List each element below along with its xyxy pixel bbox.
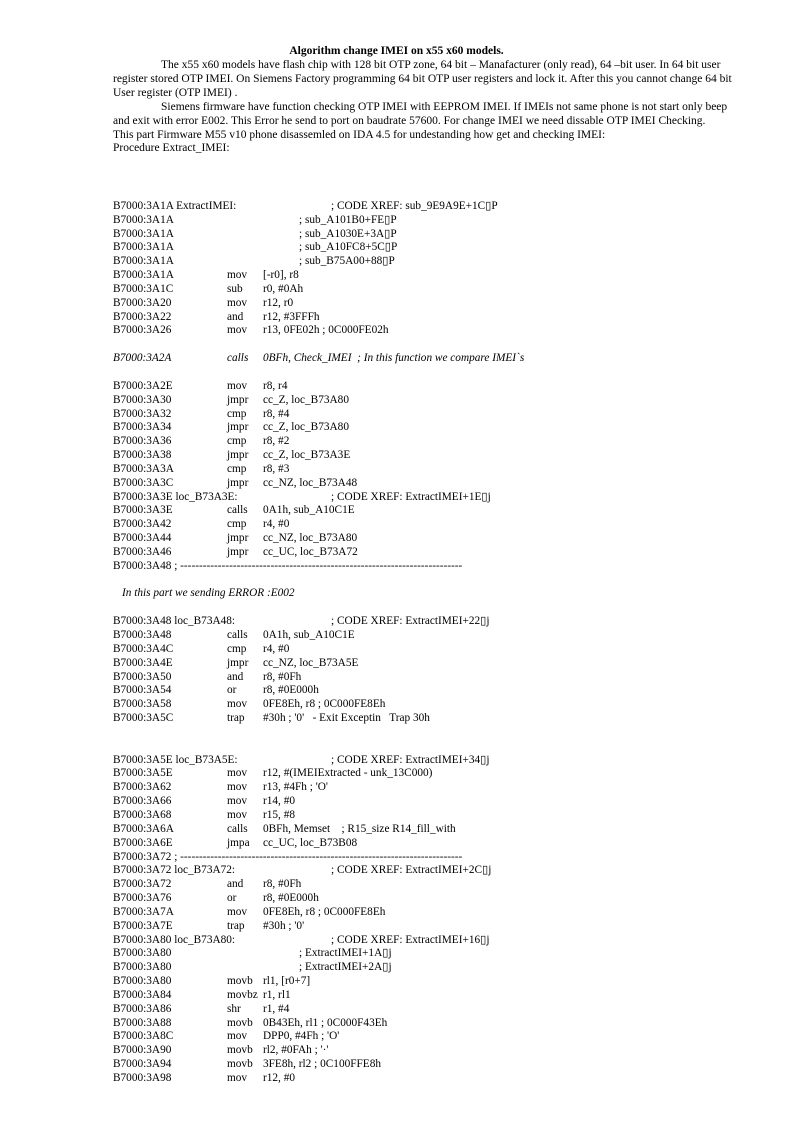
operands: r8, #0Fh [263, 878, 302, 891]
operands: DPP0, #4Fh ; 'O' [263, 1030, 340, 1043]
opcode: jmpr [227, 656, 249, 669]
instruction-line [113, 1003, 753, 1017]
address: B7000:3A88 [113, 1016, 172, 1029]
opcode: mov [227, 767, 248, 780]
label-line [113, 200, 753, 214]
opcode: mov [227, 795, 248, 808]
address: B7000:3A4E [113, 656, 173, 669]
instruction-line [113, 504, 753, 518]
address: B7000:3A76 [113, 892, 172, 905]
opcode: movb [227, 975, 253, 988]
highlighted-instruction [113, 352, 753, 366]
operands: cc_NZ, loc_B73A48 [263, 476, 358, 489]
label-line [113, 754, 753, 768]
address: B7000:3A68 [113, 808, 172, 821]
section-note: In this part we sending ERROR :E002 [122, 587, 295, 600]
operands: cc_NZ, loc_B73A5E [263, 656, 359, 669]
address: B7000:3A98 [113, 1072, 172, 1084]
instruction-line [113, 795, 753, 809]
opcode: calls [227, 629, 248, 641]
operands: r0, #0Ah [263, 282, 304, 295]
instruction-line [113, 532, 753, 546]
opcode: trap [227, 919, 245, 932]
intro-paragraph: The x55 x60 models have flash chip with 128 bit OTP zone, 64 bit – Manafacturer (only read), 64 –bit user. In 64 bit user register stored OTP IMEI. On Siemens Factory programming 64 bit OTP user registers and lock it. After this you cannot change 64 bit User register (OTP IMEI) . [113, 59, 732, 99]
opcode: cmp [227, 518, 247, 531]
operands: 0FE8Eh, r8 ; 0C000FE8Eh [263, 905, 386, 918]
address: B7000:3A94 [113, 1058, 172, 1071]
operands: rl2, #0FAh ; '·' [263, 1044, 329, 1057]
operands: r15, #8 [263, 808, 296, 821]
opcode: cmp [227, 462, 247, 475]
instruction-line [113, 1044, 753, 1058]
address: B7000:3A3A [113, 462, 174, 475]
address-separator: B7000:3A72 ; --------------------------------------------------------------------------- [113, 850, 463, 863]
opcode: mov [227, 296, 248, 309]
intro-paragraph: This part Firmware M55 v10 phone disassemled on IDA 4.5 for undestanding how get and checking IMEI: [113, 128, 606, 141]
operands: cc_UC, loc_B73A72 [263, 545, 358, 558]
instruction-line [113, 671, 753, 685]
address: B7000:3A1A [113, 269, 174, 282]
opcode: mov [227, 379, 248, 392]
address: B7000:3A50 [113, 670, 172, 683]
opcode: jmpr [227, 449, 249, 462]
instruction-line [113, 781, 753, 795]
address: B7000:3A44 [113, 532, 172, 545]
instruction-line [113, 1072, 753, 1086]
instruction-line [113, 629, 753, 643]
opcode: or [227, 892, 237, 905]
instruction-line [113, 518, 753, 532]
operands: 3FE8h, rl2 ; 0C100FFE8h [263, 1058, 382, 1071]
opcode: jmpr [227, 476, 249, 489]
operands: [-r0], r8 [263, 269, 299, 282]
opcode: and [227, 310, 244, 323]
address: B7000:3A7E [113, 919, 173, 932]
address: B7000:3A30 [113, 393, 172, 406]
instruction-line [113, 906, 753, 920]
instruction-line [113, 892, 753, 906]
operands: #30h ; '0' [263, 919, 305, 932]
instruction-line [113, 920, 753, 934]
label-line [113, 615, 753, 629]
address: B7000:3A38 [113, 449, 172, 462]
operands: cc_Z, loc_B73A3E [263, 449, 351, 462]
address: B7000:3A20 [113, 296, 172, 309]
address: B7000:3A80 [113, 961, 172, 974]
operands: r8, #4 [263, 407, 290, 420]
instruction-line [113, 297, 753, 311]
opcode: jmpr [227, 421, 249, 434]
address-separator: B7000:3A48 ; --------------------------------------------------------------------------- [113, 559, 463, 572]
instruction-line [113, 435, 753, 449]
xref-comment: ; CODE XREF: ExtractIMEI+22▯j [331, 615, 490, 628]
opcode: movb [227, 1058, 253, 1071]
opcode: mov [227, 1030, 248, 1043]
operands: r12, r0 [263, 296, 294, 309]
address-label: B7000:3A3E loc_B73A3E: [113, 490, 238, 503]
xref-comment: ; sub_B75A00+88▯P [299, 255, 395, 268]
address-label: B7000:3A1A ExtractIMEI: [113, 199, 237, 212]
intro-paragraphs [113, 59, 735, 156]
opcode: and [227, 670, 244, 683]
blank-line [113, 186, 753, 200]
operands: cc_NZ, loc_B73A80 [263, 532, 358, 545]
xref-comment: ; CODE XREF: ExtractIMEI+34▯j [331, 753, 490, 766]
instruction-line [113, 837, 753, 851]
operands: 0BFh, Memset ; R15_size R14_fill_with [263, 822, 456, 835]
blank-line [113, 574, 753, 588]
opcode: calls [227, 504, 248, 517]
operands: cc_Z, loc_B73A80 [263, 393, 349, 406]
separator-line [113, 851, 753, 865]
intro-paragraph: Siemens firmware have function checking OTP IMEI with EEPROM IMEI. If IMEIs not same phone is not start only beep and exit with error E002. This Error he send to port on baudrate 57600. For change IMEI we need dissable OTP IMEI Checking. [113, 100, 728, 127]
address-label: B7000:3A5E loc_B73A5E: [113, 753, 238, 766]
address: B7000:3A90 [113, 1044, 172, 1057]
comment-line [113, 228, 753, 242]
instruction-line [113, 546, 753, 560]
instruction-line [113, 380, 753, 394]
blank-line [113, 740, 753, 754]
label-line [113, 934, 753, 948]
opcode: shr [227, 1002, 241, 1015]
disassembly-listing [113, 186, 753, 1086]
opcode: trap [227, 712, 245, 725]
operands: r8, #0E000h [263, 684, 319, 697]
instruction-line [113, 643, 753, 657]
opcode: mov [227, 324, 248, 337]
instruction-line [113, 823, 753, 837]
opcode: cmp [227, 407, 247, 420]
operands: 0A1h, sub_A10C1E [263, 629, 355, 641]
blank-line [113, 726, 753, 740]
instruction-line [113, 1058, 753, 1072]
address: B7000:3A6A [113, 822, 174, 835]
instruction-line [113, 809, 753, 823]
blank-line [113, 338, 753, 352]
address: B7000:3A2E [113, 379, 173, 392]
instruction-line [113, 657, 753, 671]
address: B7000:3A46 [113, 545, 172, 558]
xref-comment: ; sub_A101B0+FE▯P [299, 213, 397, 226]
instruction-line [113, 989, 753, 1003]
operands: 0B43Eh, rl1 ; 0C000F43Eh [263, 1016, 388, 1029]
xref-comment: ; CODE XREF: ExtractIMEI+16▯j [331, 933, 490, 946]
address: B7000:3A36 [113, 435, 172, 448]
operands: r4, #0 [263, 642, 290, 655]
address: B7000:3A48 [113, 629, 172, 641]
operands: r1, rl1 [263, 988, 291, 1001]
address: B7000:3A1A [113, 227, 174, 240]
address: B7000:3A8C [113, 1030, 174, 1043]
operands: r12, #0 [263, 1072, 296, 1084]
blank-line [113, 366, 753, 380]
instruction-line [113, 477, 753, 491]
operands: 0A1h, sub_A10C1E [263, 504, 355, 517]
opcode: mov [227, 1072, 248, 1084]
address-label: B7000:3A48 loc_B73A48: [113, 615, 236, 628]
opcode: mov [227, 269, 248, 282]
instruction-line [113, 684, 753, 698]
blank-line [113, 601, 753, 615]
address: B7000:3A4C [113, 642, 174, 655]
document-title: Algorithm change IMEI on x55 x60 models. [289, 45, 504, 57]
xref-comment: ; sub_A10FC8+5C▯P [299, 241, 398, 254]
instruction-line [113, 878, 753, 892]
comment-line [113, 961, 753, 975]
opcode: jmpr [227, 545, 249, 558]
operands: rl1, [r0+7] [263, 975, 311, 988]
address: B7000:3A66 [113, 795, 172, 808]
label-line [113, 864, 753, 878]
comment-line [113, 241, 753, 255]
instruction-line [113, 421, 753, 435]
address: B7000:3A80 [113, 975, 172, 988]
address: B7000:3A2A [113, 352, 172, 365]
address-label: B7000:3A80 loc_B73A80: [113, 933, 236, 946]
operands: cc_UC, loc_B73B08 [263, 836, 358, 849]
operands: 0BFh, Check_IMEI ; In this function we compare IMEI`s [263, 352, 525, 365]
address: B7000:3A58 [113, 698, 172, 711]
address: B7000:3A84 [113, 988, 172, 1001]
address: B7000:3A32 [113, 407, 172, 420]
opcode: mov [227, 698, 248, 711]
instruction-line [113, 463, 753, 477]
operands: r4, #0 [263, 518, 290, 531]
xref-comment: ; ExtractIMEI+1A▯j [299, 947, 392, 960]
address: B7000:3A34 [113, 421, 172, 434]
opcode: calls [227, 352, 249, 365]
address: B7000:3A3C [113, 476, 174, 489]
comment-line [113, 947, 753, 961]
address: B7000:3A1A [113, 255, 174, 268]
xref-comment: ; CODE XREF: ExtractIMEI+2C▯j [331, 864, 492, 877]
instruction-line [113, 1017, 753, 1031]
opcode: cmp [227, 642, 247, 655]
operands: r13, 0FE02h ; 0C000FE02h [263, 324, 389, 337]
operands: r8, #2 [263, 435, 290, 448]
address: B7000:3A80 [113, 947, 172, 960]
operands: #30h ; '0' - Exit Exceptin Trap 30h [263, 712, 430, 725]
opcode: jmpa [227, 836, 250, 849]
address: B7000:3A1A [113, 241, 174, 254]
opcode: movb [227, 1044, 253, 1057]
address-label: B7000:3A72 loc_B73A72: [113, 864, 236, 877]
address: B7000:3A86 [113, 1002, 172, 1015]
opcode: and [227, 878, 244, 891]
xref-comment: ; ExtractIMEI+2A▯j [299, 961, 392, 974]
operands: r12, #(IMEIExtracted - unk_13C000) [263, 767, 433, 780]
operands: r12, #3FFFh [263, 310, 320, 323]
opcode: jmpr [227, 532, 249, 545]
xref-comment: ; CODE XREF: ExtractIMEI+1E▯j [331, 490, 491, 503]
address: B7000:3A1C [113, 282, 174, 295]
opcode: mov [227, 781, 248, 794]
address: B7000:3A42 [113, 518, 172, 531]
instruction-line [113, 767, 753, 781]
operands: r13, #4Fh ; 'O' [263, 781, 328, 794]
operands: r8, r4 [263, 379, 288, 392]
address: B7000:3A62 [113, 781, 172, 794]
instruction-line [113, 269, 753, 283]
instruction-line [113, 712, 753, 726]
operands: r14, #0 [263, 795, 296, 808]
instruction-line [113, 324, 753, 338]
instruction-line [113, 408, 753, 422]
instruction-line [113, 283, 753, 297]
operands: cc_Z, loc_B73A80 [263, 421, 349, 434]
opcode: mov [227, 808, 248, 821]
instruction-line [113, 311, 753, 325]
opcode: movbz [227, 988, 258, 1001]
address: B7000:3A5E [113, 767, 173, 780]
opcode: cmp [227, 435, 247, 448]
address: B7000:3A26 [113, 324, 172, 337]
opcode: calls [227, 822, 248, 835]
address: B7000:3A54 [113, 684, 172, 697]
address: B7000:3A5C [113, 712, 174, 725]
address: B7000:3A6E [113, 836, 173, 849]
operands: r8, #3 [263, 462, 290, 475]
address: B7000:3A1A [113, 213, 174, 226]
intro-paragraph: Procedure Extract_IMEI: [113, 142, 230, 155]
address: B7000:3A72 [113, 878, 172, 891]
opcode: sub [227, 282, 243, 295]
opcode: jmpr [227, 393, 249, 406]
operands: r8, #0E000h [263, 892, 319, 905]
xref-comment: ; sub_A1030E+3A▯P [299, 227, 397, 240]
instruction-line [113, 394, 753, 408]
comment-line [113, 214, 753, 228]
operands: 0FE8Eh, r8 ; 0C000FE8Eh [263, 698, 386, 711]
separator-line [113, 560, 753, 574]
address: B7000:3A22 [113, 310, 172, 323]
opcode: movb [227, 1016, 253, 1029]
instruction-line [113, 449, 753, 463]
instruction-line [113, 698, 753, 712]
address: B7000:3A7A [113, 905, 174, 918]
opcode: mov [227, 905, 248, 918]
operands: r1, #4 [263, 1002, 290, 1015]
opcode: or [227, 684, 237, 697]
label-line [113, 491, 753, 505]
comment-line [113, 255, 753, 269]
instruction-line [113, 975, 753, 989]
operands: r8, #0Fh [263, 670, 302, 683]
address: B7000:3A3E [113, 504, 173, 517]
instruction-line [113, 1030, 753, 1044]
xref-comment: ; CODE XREF: sub_9E9A9E+1C▯P [331, 199, 498, 212]
